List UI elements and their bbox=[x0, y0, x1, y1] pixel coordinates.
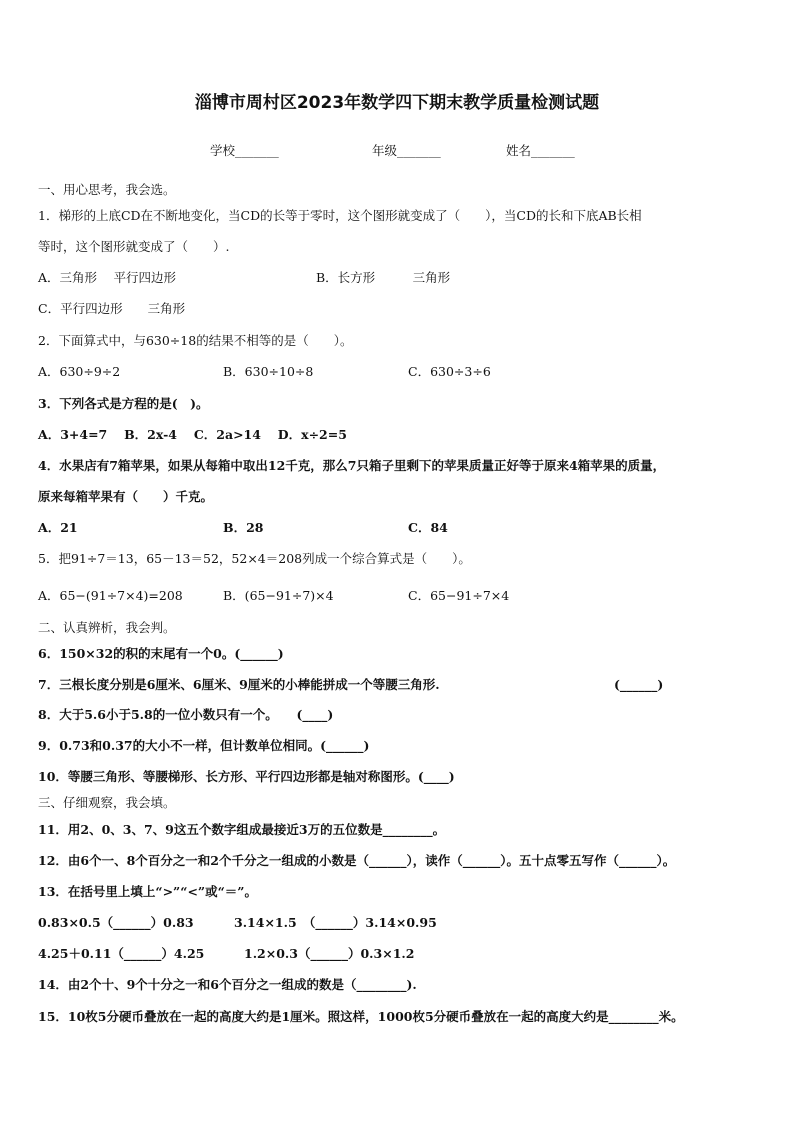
question-6: 6．150×32的积的末尾有一个0。(______) bbox=[38, 646, 284, 661]
question-9: 9．0.73和0.37的大小不一样，但计数单位相同。(______) bbox=[38, 738, 370, 753]
question-1-option-c: C．平行四边形 三角形 bbox=[38, 301, 186, 316]
name-field: 姓名_______ bbox=[506, 143, 575, 158]
question-5-option-b: B．(65−91÷7)×4 bbox=[223, 588, 334, 603]
section-heading-1: 一、用心思考，我会选。 bbox=[38, 182, 176, 197]
question-7-answer-blank: (______) bbox=[614, 677, 664, 692]
question-4-option-b: B．28 bbox=[223, 520, 264, 535]
question-5-option-a: A．65−(91÷7×4)=208 bbox=[38, 588, 183, 603]
question-13-item-3: 4.25＋0.11（______）4.25 bbox=[38, 946, 205, 961]
question-4-option-c: C．84 bbox=[408, 520, 448, 535]
question-3-options: A．3+4=7 B．2x-4 C．2a>14 D．x÷2=5 bbox=[38, 427, 347, 442]
question-1-line1: 1．梯形的上底CD在不断地变化，当CD的长等于零时，这个图形就变成了（ ），当CD的长和下底AB长相 bbox=[38, 208, 642, 223]
question-13-item-2: 3.14×1.5 （______）3.14×0.95 bbox=[234, 915, 437, 930]
question-4-line2: 原来每箱苹果有（ ）千克。 bbox=[38, 489, 214, 504]
question-13-item-4: 1.2×0.3（______）0.3×1.2 bbox=[244, 946, 415, 961]
question-3-stem: 3．下列各式是方程的是( )。 bbox=[38, 396, 209, 411]
question-4-line1: 4．水果店有7箱苹果，如果从每箱中取出12千克，那么7只箱子里剩下的苹果质量正好等于原来4箱苹果的质量， bbox=[38, 458, 666, 473]
question-12: 12．由6个一、8个百分之一和2个千分之一组成的小数是（______），读作（______）。五十点零五写作（______）。 bbox=[38, 853, 676, 868]
section-heading-2: 二、认真辨析，我会判。 bbox=[38, 620, 176, 635]
question-2-stem: 2．下面算式中，与630÷18的结果不相等的是（ ）。 bbox=[38, 333, 353, 348]
question-13-item-1: 0.83×0.5（______）0.83 bbox=[38, 915, 194, 930]
question-14: 14．由2个十、9个十分之一和6个百分之一组成的数是（________). bbox=[38, 977, 417, 992]
question-7-stem: 7．三根长度分别是6厘米、6厘米、9厘米的小棒能拼成一个等腰三角形. bbox=[38, 677, 440, 692]
question-5-option-c: C．65−91÷7×4 bbox=[408, 588, 510, 603]
question-13-stem: 13．在括号里上填上“>”“<”或“＝”。 bbox=[38, 884, 257, 899]
section-heading-3: 三、仔细观察，我会填。 bbox=[38, 795, 176, 810]
question-8: 8．大于5.6小于5.8的一位小数只有一个。 (____) bbox=[38, 707, 334, 722]
question-1-option-a: A．三角形 平行四边形 bbox=[38, 270, 177, 285]
question-1-option-b: B．长方形 三角形 bbox=[316, 270, 451, 285]
question-5-stem: 5．把91÷7＝13，65－13＝52，52×4＝208列成一个综合算式是（ ）。 bbox=[38, 551, 471, 566]
question-15: 15．10枚5分硬币叠放在一起的高度大约是1厘米。照这样，1000枚5分硬币叠放在一起的高度大约是________米。 bbox=[38, 1009, 684, 1024]
page-title: 淄博市周村区2023年数学四下期末教学质量检测试题 bbox=[194, 93, 600, 113]
question-2-option-b: B．630÷10÷8 bbox=[223, 364, 314, 379]
school-field: 学校_______ bbox=[210, 143, 279, 158]
question-2-option-c: C．630÷3÷6 bbox=[408, 364, 491, 379]
question-4-option-a: A．21 bbox=[38, 520, 78, 535]
question-10: 10．等腰三角形、等腰梯形、长方形、平行四边形都是轴对称图形。(____) bbox=[38, 769, 455, 784]
question-2-option-a: A．630÷9÷2 bbox=[38, 364, 121, 379]
question-11: 11．用2、0、3、7、9这五个数字组成最接近3万的五位数是________。 bbox=[38, 822, 446, 837]
grade-field: 年级_______ bbox=[372, 143, 441, 158]
question-1-line2: 等时，这个图形就变成了（ ）. bbox=[38, 239, 230, 254]
